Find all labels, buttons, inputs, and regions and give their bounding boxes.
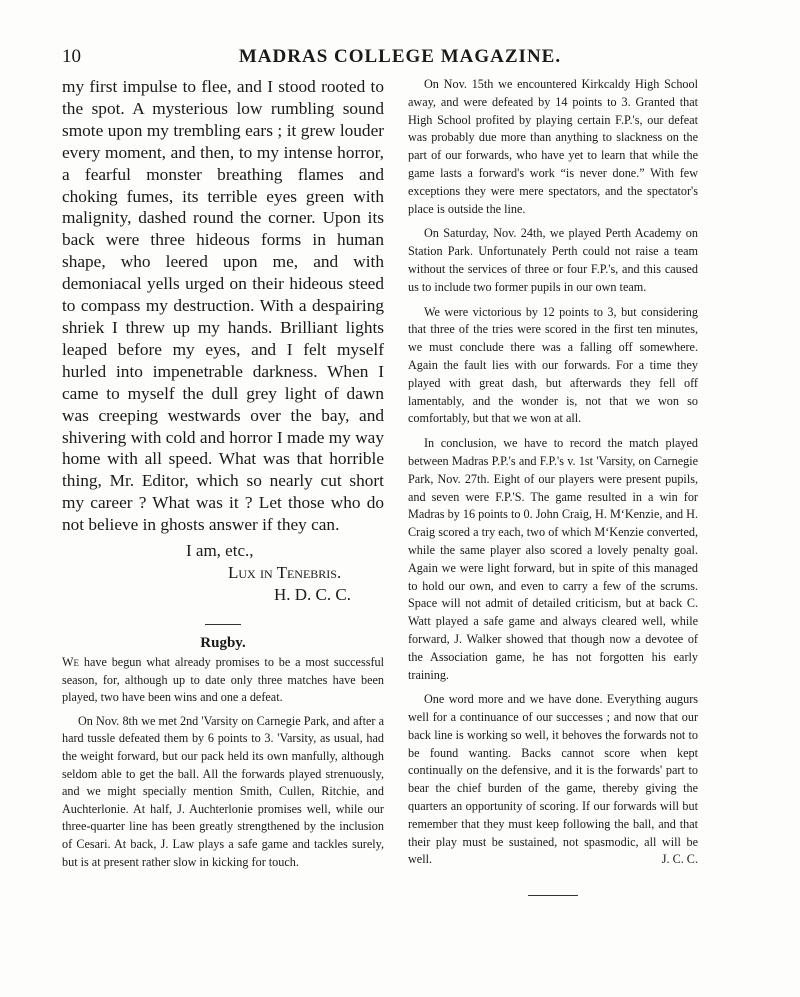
rugby-paragraph-conclusion: In conclusion, we have to record the match played between Madras P.P.'s and F.P.'s v. 1st 'Varsity, on Carnegie Park, Nov. 27th. Eight of our players were present pupils, and seven were F.P.'S. The game resulted in a win for Madras by 16 points to 0. John Craig, H. M‘Kenzie, and H. Craig scored a try each, two of which M‘Kenzie converted, while the same player also scored a lovely penalty goal. Again we were light forward, but in spite of this managed to hold our own, and even to carry a few of the scrums. Space will not admit of detailed criticism, but at back C. Watt played a safe game and always cleared well, while forward, J. Walker showed that though now a devotee of the Association game, he has not forgotten his early training. (408, 436, 698, 682)
page-header (62, 46, 738, 74)
rugby-paragraph-varsity: On Nov. 8th we met 2nd 'Varsity on Carnegie Park, and after a hard tussle defeated them by 6 points to 3. 'Varsity, as usual, had the weight forward, but our pack held its own manfully, although seldom able to get the ball. All the forwards played strenuously, and we might specially mention Smith, Cullen, Ritchie, and Auchterlonie. At half, J. Auchterlonie promises well, while our three-quarter line has been greatly strengthened by the inclusion of Cesari. At back, J. Law plays a safe game and tackles surely, but is at present rather slow in kicking for touch. (62, 713, 384, 869)
rugby-report-part-2 (408, 76, 698, 869)
letter-closing (62, 540, 384, 606)
section-heading-rugby: Rugby. (200, 635, 246, 652)
end-rule (528, 895, 578, 896)
letter-pseudonym: Lux in Tenebris. (228, 563, 342, 583)
report-signature: J. C. C. (661, 852, 698, 867)
right-column (408, 76, 698, 896)
rugby-paragraph-perth: On Saturday, Nov. 24th, we played Perth Academy on Station Park. Unfortunately Perth could not raise a team without the services of three or four F.P.'s, and this caused us to include two former pupils in our own team. (408, 226, 698, 294)
running-title: MADRAS COLLEGE MAGAZINE. (238, 46, 562, 67)
letter-salutation: I am, etc., (186, 541, 254, 561)
lead-word: We (62, 655, 80, 670)
final-text: One word more and we have done. Everything augurs well for a continuance of our successes ; and now that our back line is working so well, it behoves the forwards not to be found wanting. Backs cannot score when kept continually on the defensive, and it is the forwards' part to bear the chief burden of the game, thereby giving the quarters an opportunity of scoring. If our forwards will but remember that they must keep following the ball, and that their play must be sustained, not spasmodic, all will be well. (408, 692, 698, 867)
letter-initials: H. D. C. C. (274, 585, 351, 605)
rugby-paragraph-victory: We were victorious by 12 points to 3, but considering that three of the tries were scored in the first ten minutes, we must conclude there was a falling off somewhere. Again the fault lies with our forwards. For a time they played with great dash, but afterwards they fell off lamentably, and the wonder is, not that we won so comfortably, but that we won at all. (408, 304, 698, 426)
rugby-paragraph-final (408, 691, 698, 869)
section-divider (205, 624, 241, 625)
rugby-paragraph-intro (62, 654, 384, 707)
intro-text: have begun what already promises to be a most successful season, for, although up to date only three matches have been played, two have been wins and one a defeat. (62, 655, 384, 705)
letter-body: my first impulse to flee, and I stood rooted to the spot. A mysterious low rumbling sound smote upon my trembling ears ; it grew louder every moment, and then, to my intense horror, a fearful monster breathing flames and choking fumes, its terrible eyes green with malignity, dashed round the corner. Upon its back were three hideous forms in human shape, who leered upon me, and with demoniacal yells urged on their hideous steed to compass my destruction. With a despairing shriek I threw up my hands. Brilliant lights leaped before my eyes, and I felt myself hurled into impenetrable darkness. When I came to myself the dull grey light of dawn was creeping westwards over the bay, and shivering with cold and horror I made my way home with all speed. What was that horrible thing, Mr. Editor, which so nearly cut short my career ? What was it ? Let those who do not believe in ghosts answer if they can. (62, 77, 384, 535)
rugby-report-part-1 (62, 654, 384, 871)
left-column (62, 76, 384, 871)
page-number: 10 (62, 46, 81, 67)
ghost-letter (62, 76, 384, 536)
rugby-paragraph-kirkcaldy: On Nov. 15th we encountered Kirkcaldy High School away, and were defeated by 14 points to 3. Granted that High School profited by playing certain F.P.'s, our defeat was probably due more than anything to slackness on the part of our forwards, who have yet to learn that while the game lasts a forward's work “is never done.” With few exceptions they were mere spectators, and the spectator's place is outside the line. (408, 77, 698, 216)
